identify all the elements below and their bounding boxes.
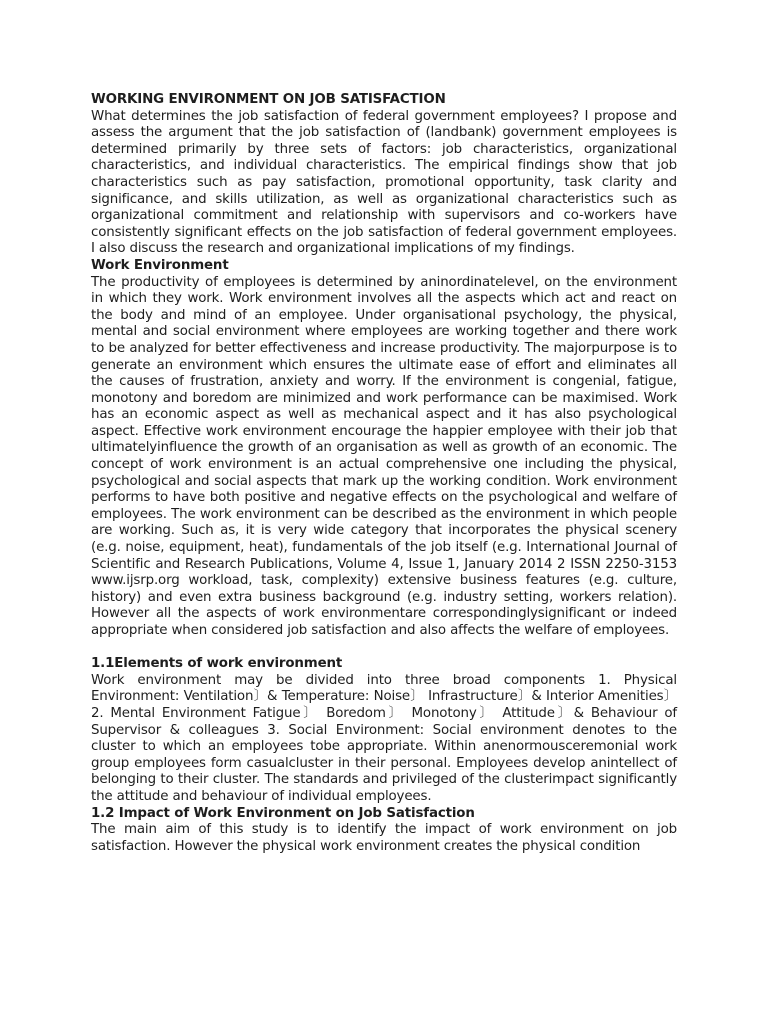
document-title: WORKING ENVIRONMENT ON JOB SATISFACTION [91, 92, 446, 107]
section-1-2-paragraph: The main aim of this study is to identify the impact of work environment on job satisfaction. However the physical work environment creates the physical condition [91, 822, 677, 854]
section-1-1-paragraph: Work environment may be divided into three broad components 1. Physical Environment: Ventilation〕& Temperature: Noise〕 Infrastructure〕& Interior Amenities〕2. Mental Environment Fatigue〕 Boredom〕 Monotony〕 Attitude〕& Behaviour of Supervisor & colleagues 3. Social Environment: Social environment denotes to the cluster to which an employees tobe appropriate. Within anenormousceremonial work group employees form casualcluster in their personal. Employees develop anintellect of belonging to their cluster. The standards and privileged of the clusterimpact significantly the attitude and behaviour of individual employees. [91, 672, 677, 804]
work-environment-heading: Work Environment [91, 257, 229, 273]
work-environment-paragraph: The productivity of employees is determined by aninordinatelevel, on the environment in which they work. Work environment involves all the aspects which act and react on the body and mind of an employee. Under organisational psychology, the physical, mental and social environment where employees are working together and there work to be analyzed for better effectiveness and increase productivity. The majorpurpose is to generate an environment which ensures the ultimate ease of effort and eliminates all the causes of frustration, anxiety and worry. If the environment is congenial, fatigue, monotony and boredom are minimized and work performance can be maximised. Work has an economic aspect as well as mechanical aspect and it has also psychological aspect. Effective work environment encourage the happier employee with their job that ultimatelyinfluence the growth of an organisation as well as growth of an economic. The concept of work environment is an actual comprehensive one including the physical, psychological and social aspects that mark up the working condition. Work environment performs to have both positive and negative effects on the psychological and welfare of employees. The work environment can be described as the environment in which people are working. Such as, it is very wide category that incorporates the physical scenery (e.g. noise, equipment, heat), fundamentals of the job itself (e.g. International Journal of Scientific and Research Publications, Volume 4, Issue 1, January 2014 2 ISSN 2250-3153 www.ijsrp.org workload, task, complexity) extensive business features (e.g. culture, history) and even extra business background (e.g. industry setting, workers relation). However all the aspects of work environmentare correspondinglysignificant or indeed appropriate when considered job satisfaction and also affects the welfare of employees. [91, 274, 677, 638]
paragraph-spacer [91, 640, 677, 657]
section-1-1-heading: 1.1Elements of work environment [91, 656, 343, 672]
section-1-2-heading: 1.2 Impact of Work Environment on Job Satisfaction [91, 805, 475, 821]
intro-paragraph: What determines the job satisfaction of federal government employees? I propose and assess the argument that the job satisfaction of (landbank) government employees is determined primarily by three sets of factors: job characteristics, organizational characteristics, and individual characteristics. The empirical findings show that job characteristics such as pay satisfaction, promotional opportunity, task clarity and significance, and skills utilization, as well as organizational characteristics such as organizational commitment and relationship with supervisors and co-workers have consistently significant effects on the job satisfaction of federal government employees. I also discuss the research and organizational implications of my findings. [91, 108, 677, 257]
document-page [91, 92, 677, 855]
